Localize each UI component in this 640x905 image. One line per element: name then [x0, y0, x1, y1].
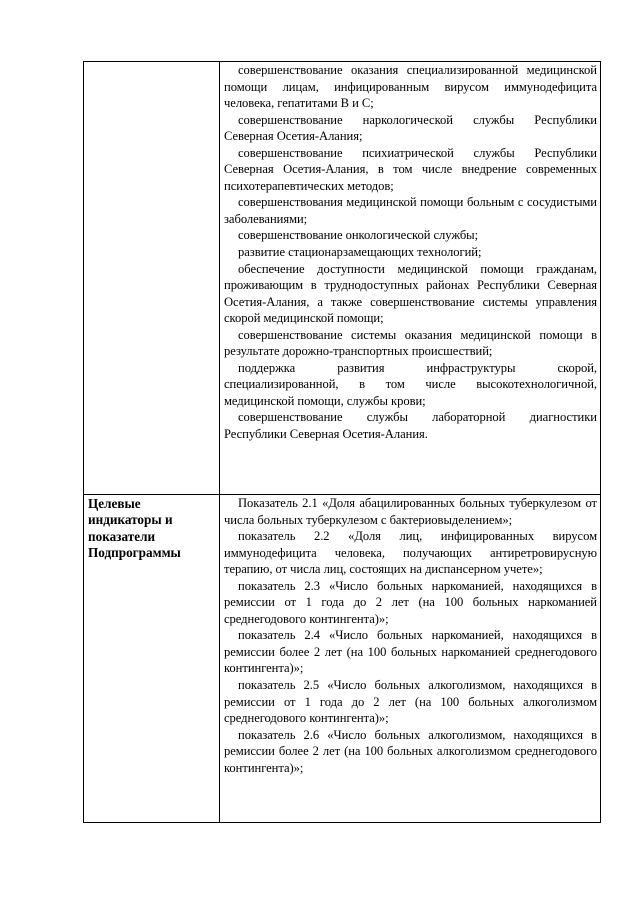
- task-paragraph: совершенствование наркологической службы Республики Северная Осетия-Алания;: [224, 112, 597, 144]
- indicator-paragraph: показатель 2.3 «Число больных наркоманией, находящихся в ремиссии от 1 года до 2 лет (на 100 больных наркоманией среднегодового контингента)»;: [224, 578, 597, 626]
- document-table: [83, 61, 601, 823]
- indicator-paragraph: показатель 2.4 «Число больных наркоманией, находящихся в ремиссии более 2 лет (на 100 больных наркоманией среднегодового контингента)»;: [224, 628, 597, 676]
- row-label: Целевые индикаторы и показатели Подпрограммы: [88, 496, 181, 561]
- indicator-paragraph: Показатель 2.1 «Доля абацилированных больных туберкулезом от числа больных туберкулезом с бактериовыделением»;: [224, 496, 597, 527]
- task-paragraph: совершенствование системы оказания медицинской помощи в результате дорожно-транспортных происшествий;: [224, 327, 597, 359]
- indicators-list: [220, 495, 600, 776]
- row-label-cell: [84, 495, 220, 823]
- task-paragraph: развитие стационарзамещающих технологий;: [238, 245, 482, 260]
- row-label-cell: [84, 62, 220, 495]
- task-paragraph: совершенствование оказания специализированной медицинской помощи лицам, инфицированным вирусом иммунодефицита человека, гепатитами В и С;: [224, 63, 597, 111]
- row-content-cell: [220, 62, 601, 495]
- indicator-paragraph: показатель 2.6 «Число больных алкоголизмом, находящихся в ремиссии более 2 лет (на 100 больных алкоголизмом среднегодового контингента)»;: [224, 727, 597, 775]
- task-paragraph: обеспечение доступности медицинской помощи гражданам, проживающим в труднодоступных районах Республики Северная Осетия-Алания, а также совершенствование системы управления скорой медицинской помощи;: [224, 261, 597, 326]
- task-paragraph: совершенствование психиатрической службы Республики Северная Осетия-Алания, в том числе внедрение современных психотерапевтических методов;: [224, 145, 597, 193]
- table-row-tasks: [84, 62, 601, 495]
- row-content-cell: [220, 495, 601, 823]
- indicator-paragraph: показатель 2.5 «Число больных алкоголизмом, находящихся в ремиссии от 1 года до 2 лет (на 100 больных алкоголизмом среднегодового контингента)»;: [224, 678, 597, 726]
- task-paragraph: поддержка развития инфраструктуры скорой, специализированной, в том числе высокотехнологичной, медицинской помощи, службы крови;: [224, 360, 597, 408]
- task-paragraph: совершенствования медицинской помощи больным с сосудистыми заболеваниями;: [224, 195, 597, 226]
- row-label: [84, 62, 219, 63]
- tasks-list: [220, 62, 600, 443]
- task-paragraph: совершенствование онкологической службы;: [238, 228, 479, 243]
- task-paragraph: совершенствование службы лабораторной диагностики Республики Северная Осетия-Алания.: [224, 410, 597, 442]
- table-row-indicators: [84, 495, 601, 823]
- indicator-paragraph: показатель 2.2 «Доля лиц, инфицированных вирусом иммунодефицита человека, получающих антиретровирусную терапию, от числа лиц, состоящих на диспансерном учете»;: [224, 529, 597, 577]
